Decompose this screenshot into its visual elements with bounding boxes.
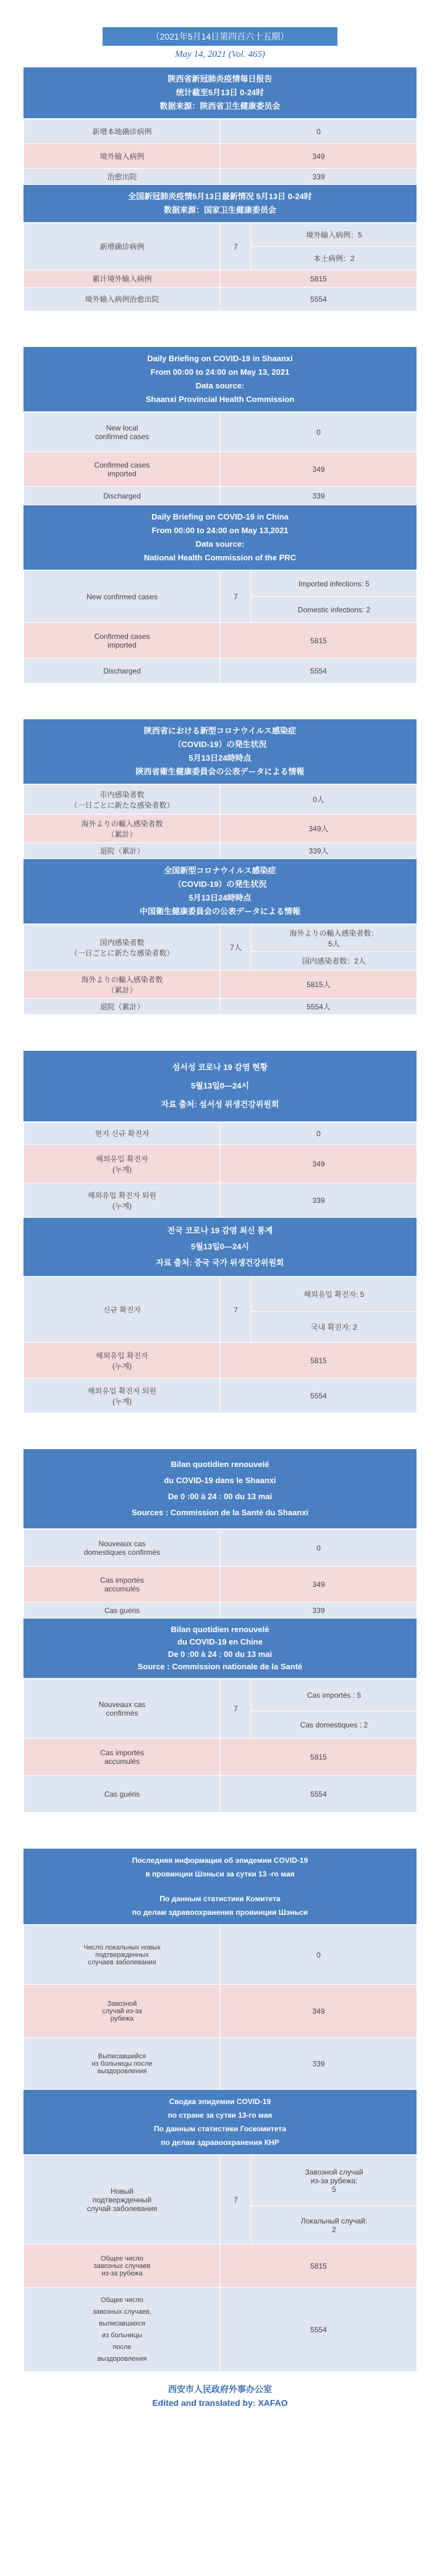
table-cell-value: 339 bbox=[221, 169, 417, 185]
table-cell-value: 5815人 bbox=[221, 970, 417, 999]
table-cell-value: 339 bbox=[221, 1183, 417, 1218]
table-cell-label: Confirmed cases imported bbox=[24, 623, 221, 659]
zh-shaanxi-title: 陕西省新冠肺炎疫情每日报告 统计截至5月13日 0-24时 数据来源：陕西省卫生健康委员会 bbox=[23, 67, 417, 119]
table-cell-sub: Cas importés : 5 bbox=[252, 1679, 417, 1711]
table-cell-label: 累计境外输入病例 bbox=[24, 270, 221, 288]
table-cell-label: New local confirmed cases bbox=[24, 413, 221, 452]
fr-china-table bbox=[23, 1679, 417, 1813]
table-cell-label: 海外よりの輸入感染者数 （累計） bbox=[24, 815, 221, 843]
table-cell-label: Cas importés accumulés bbox=[24, 1567, 221, 1603]
table-cell-value: 0 bbox=[221, 1925, 417, 1985]
zh-china-table bbox=[23, 223, 417, 311]
table-cell-value: 5815 bbox=[221, 1739, 417, 1776]
table-cell-label: 해외유입 확진자 (누계) bbox=[24, 1343, 221, 1379]
fr-china-title: Bilan quotidien renouvelé du COVID-19 en Chine De 0 :00 à 24 : 00 du 13 mai Source : Commission nationale de la Santé bbox=[23, 1619, 417, 1679]
footer-credit: Edited and translated by: XAFAO bbox=[152, 2398, 288, 2408]
table-cell-value: 5554人 bbox=[221, 999, 417, 1015]
table-cell-label: 退院（累計） bbox=[24, 843, 221, 859]
table-cell-value: 7 bbox=[221, 223, 252, 270]
table-cell-value: 0 bbox=[221, 1123, 417, 1145]
table-cell-label: 해외유입 확진자 (누계) bbox=[24, 1145, 221, 1183]
table-cell-label: 境外输入病例 bbox=[24, 144, 221, 169]
table-cell-value: 5815 bbox=[221, 623, 417, 659]
table-cell-label: 海外よりの輸入感染者数 （累計） bbox=[24, 970, 221, 999]
ja-china-table bbox=[23, 924, 417, 1015]
ko-shaanxi-table bbox=[23, 1122, 417, 1218]
issue-banner: （2021年5月14日第四百六十五期） bbox=[103, 27, 337, 46]
en-shaanxi-title: Daily Briefing on COVID-19 in Shaanxi From 00:00 to 24:00 on May 13, 2021 Data source: Shaanxi Provincial Health Commission bbox=[23, 347, 417, 412]
ru-shaanxi-title: Последняя информация об эпидемии COVID-19 в провинции Шэньси за сутки 13 -го мая По данным статистики Комитета по делам здравоохранения провинции Шэньси bbox=[23, 1849, 417, 1925]
table-cell-sub: 境外输入病例：5 bbox=[252, 223, 417, 247]
table-cell-value: 0人 bbox=[221, 785, 417, 815]
table-cell-label: 新增本地确诊病例 bbox=[24, 119, 221, 144]
zh-china-title: 全国新冠肺炎疫情5月13日最新情况 5月13日 0-24时 数据来源：国家卫生健康委员会 bbox=[23, 185, 417, 223]
table-cell-value: 339人 bbox=[221, 843, 417, 859]
table-cell-label: 境外输入病例治愈出院 bbox=[24, 288, 221, 311]
table-cell-value: 349 bbox=[221, 452, 417, 487]
ko-china-title: 전국 코로나 19 감염 최신 통계 5월13일0—24시 자료 출처: 중국 국가 위생건강위원회 bbox=[23, 1218, 417, 1277]
table-cell-label: 신규 확진자 bbox=[24, 1277, 221, 1343]
table-cell-value: 349 bbox=[221, 144, 417, 169]
table-cell-value: 339 bbox=[221, 1603, 417, 1619]
table-cell-value: 5554 bbox=[221, 1379, 417, 1413]
table-cell-value: 0 bbox=[221, 119, 417, 144]
table-cell-label: 해외유입 확진자 퇴원 (누계) bbox=[24, 1379, 221, 1413]
en-shaanxi-table bbox=[23, 412, 417, 505]
section-zh bbox=[23, 67, 417, 311]
table-cell-value: 349 bbox=[221, 1985, 417, 2038]
table-cell-value: 7 bbox=[221, 1679, 252, 1739]
table-cell-value: 5554 bbox=[221, 288, 417, 311]
table-cell-sub: Domestic infections: 2 bbox=[252, 597, 417, 623]
ru-shaanxi-table bbox=[23, 1925, 417, 2090]
table-cell-value: 5554 bbox=[221, 1776, 417, 1813]
table-cell-sub: Завозной случай из-за рубежа: 5 bbox=[252, 2155, 417, 2206]
table-cell-label: Nouveaux cas confirmés bbox=[24, 1679, 221, 1739]
table-cell-sub: Локальный случай: 2 bbox=[252, 2206, 417, 2244]
table-cell-value: 349 bbox=[221, 1145, 417, 1183]
table-cell-value: 0 bbox=[221, 1530, 417, 1567]
section-fr bbox=[23, 1449, 417, 1813]
table-cell-label: 治愈出院 bbox=[24, 169, 221, 185]
table-cell-sub: 国内感染者数：2人 bbox=[252, 952, 417, 970]
table-cell-value: 5815 bbox=[221, 2244, 417, 2288]
table-cell-label: Выписавшийся из больницы после выздоровления bbox=[24, 2038, 221, 2090]
table-cell-value: 339 bbox=[221, 2038, 417, 2090]
ja-shaanxi-title: 陝西省における新型コロナウイルス感染症 （COVID-19）の発生状況 5月13日24時時点 陝西省衛生健康委員会の公表データによる情報 bbox=[23, 719, 417, 784]
ja-shaanxi-table bbox=[23, 784, 417, 859]
table-cell-label: Завозной случай из-за рубежа bbox=[24, 1985, 221, 2038]
table-cell-label: Cas importés accumulés bbox=[24, 1739, 221, 1776]
fr-shaanxi-table bbox=[23, 1529, 417, 1619]
table-cell-label: Общее число завозных случаев, выписавшихся из больницы после выздоровления bbox=[24, 2288, 221, 2372]
table-cell-label: Confirmed cases imported bbox=[24, 452, 221, 487]
table-cell-value: 339 bbox=[221, 487, 417, 505]
table-cell-label: Cas guéris bbox=[24, 1776, 221, 1813]
table-cell-label: New confirmed cases bbox=[24, 571, 221, 623]
table-cell-value: 5554 bbox=[221, 2288, 417, 2372]
footer-org: 西安市人民政府外事办公室 bbox=[168, 2386, 272, 2395]
ja-china-title: 全国新型コロナウイルス感染症 （COVID-19）の発生状況 5月13日24時時点 中国衛生健康委員会の公表データによる情報 bbox=[23, 859, 417, 924]
table-cell-value: 7 bbox=[221, 2155, 252, 2244]
section-ja bbox=[23, 719, 417, 1015]
en-china-table bbox=[23, 570, 417, 683]
fr-shaanxi-title: Bilan quotidien renouvelé du COVID-19 dans le Shaanxi De 0 :00 à 24 : 00 du 13 mai Sources : Commission de la Santé du Shaanxi bbox=[23, 1449, 417, 1529]
table-cell-label: 해외유입 확진자 퇴원 (누계) bbox=[24, 1183, 221, 1218]
table-cell-sub: Imported infections: 5 bbox=[252, 571, 417, 597]
table-cell-label: Nouveaux cas domestiques confirmés bbox=[24, 1530, 221, 1567]
table-cell-sub: 本土病例：2 bbox=[252, 247, 417, 270]
table-cell-value: 0 bbox=[221, 413, 417, 452]
ko-shaanxi-title: 섬서성 코로나 19 감염 현황 5월13일0—24시 자료 출처: 섬서성 위생건강위원회 bbox=[23, 1051, 417, 1122]
table-cell-label: Общее число завозных случаев из-за рубежа bbox=[24, 2244, 221, 2288]
table-cell-label: Discharged bbox=[24, 659, 221, 683]
table-cell-value: 7人 bbox=[221, 925, 252, 970]
section-ru bbox=[23, 1849, 417, 2372]
table-cell-value: 5554 bbox=[221, 659, 417, 683]
ru-china-table bbox=[23, 2155, 417, 2372]
ko-china-table bbox=[23, 1277, 417, 1413]
table-cell-label: Discharged bbox=[24, 487, 221, 505]
table-cell-value: 7 bbox=[221, 1277, 252, 1343]
table-cell-label: Число локальных новых подтвержденных случаев заболевания bbox=[24, 1925, 221, 1985]
table-cell-value: 5815 bbox=[221, 1343, 417, 1379]
issue-date: May 14, 2021 (Vol. 465) bbox=[175, 49, 265, 59]
table-cell-value: 7 bbox=[221, 571, 252, 623]
table-cell-sub: Cas domestiques : 2 bbox=[252, 1711, 417, 1739]
ru-china-title: Сводка эпидемии COVID-19 по стране за сутки 13-го мая По данным статистики Госкомитета по делам здравоохранения КНР bbox=[23, 2090, 417, 2155]
table-cell-sub: 국내 확진자: 2 bbox=[252, 1312, 417, 1343]
section-en bbox=[23, 347, 417, 683]
table-cell-label: Новый подтвержденный случай заболевания bbox=[24, 2155, 221, 2244]
table-cell-label: Cas guéris bbox=[24, 1603, 221, 1619]
table-cell-label: 현지 신규 확진자 bbox=[24, 1123, 221, 1145]
table-cell-sub: 海外よりの輸入感染者数： 5人 bbox=[252, 925, 417, 952]
table-cell-value: 5815 bbox=[221, 270, 417, 288]
en-china-title: Daily Briefing on COVID-19 in China From 00:00 to 24:00 on May 13,2021 Data source: National Health Commission of the PRC bbox=[23, 505, 417, 570]
table-cell-sub: 해외유입 확진자: 5 bbox=[252, 1277, 417, 1312]
table-cell-label: 退院（累計） bbox=[24, 999, 221, 1015]
zh-shaanxi-table bbox=[23, 119, 417, 185]
table-cell-label: 国内感染者数 （一日ごとに新たな感染者数） bbox=[24, 925, 221, 970]
section-ko bbox=[23, 1051, 417, 1413]
table-cell-value: 349 bbox=[221, 1567, 417, 1603]
table-cell-label: 新增确诊病例 bbox=[24, 223, 221, 270]
table-cell-label: 市内感染者数 （一日ごとに新たな感染者数） bbox=[24, 785, 221, 815]
table-cell-value: 349人 bbox=[221, 815, 417, 843]
